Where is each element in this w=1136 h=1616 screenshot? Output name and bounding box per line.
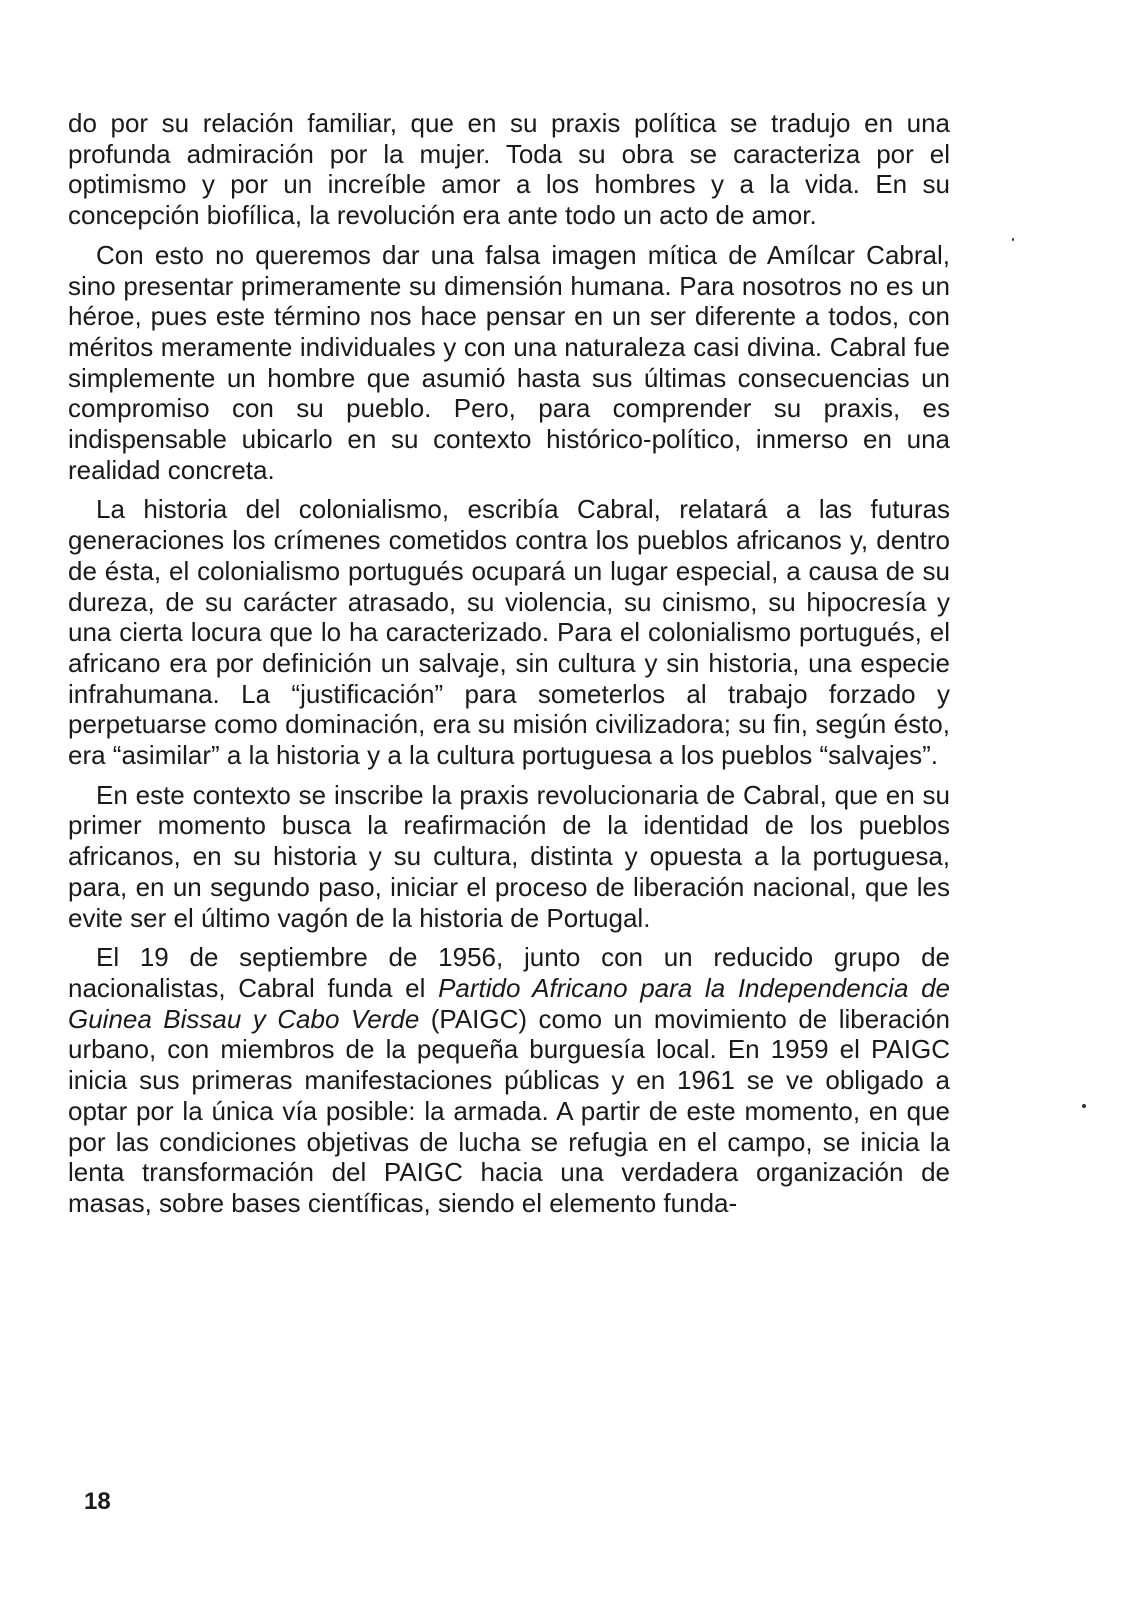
party-name-italic: Partido Africano para la Independencia de Guinea Bissau y Cabo Verde (68, 972, 950, 1034)
page-number: 18 (84, 1488, 111, 1515)
paragraph-3: La historia del colonialismo, escribía Cabral, relatará a las futuras generaciones los crímenes cometidos contra los pueblos africanos y, dentro de ésta, el colonialismo portugués ocupará un lugar especial, a causa de su dureza, de su carácter atrasado, su violencia, su cinismo, su hipocresía y una cierta locura que lo ha caracterizado. Para el colonialismo portugués, el africano era por definición un salvaje, sin cultura y sin historia, una especie infrahumana. La “justificación” para someterlos al trabajo forzado y perpetuarse como dominación, era su misión civilizadora; su fin, según ésto, era “asimilar” a la historia y a la cultura portuguesa a los pueblos “salvajes”. (68, 494, 950, 771)
paragraph-5-before: El 19 de septiembre de 1956, junto con un reducido grupo de nacionalistas, Cabral funda el (68, 942, 950, 1003)
paragraph-1: do por su relación familiar, que en su praxis política se tradujo en una profunda admiración por la mujer. Toda su obra se caracteriza por el optimismo y por un increíble amor a los hombres y a la vida. En su concepción biofílica, la revolución era ante todo un acto de amor. (68, 108, 950, 231)
body-text (68, 108, 950, 1219)
paragraph-5-after: (PAIGC) como un movimiento de liberación urbano, con miembros de la pequeña burguesía local. En 1959 el PAIGC inicia sus primeras manifestaciones públicas y en 1961 se ve obligado a optar por la única vía posible: la armada. A partir de este momento, en que por las condiciones objetivas de lucha se refugia en el campo, se inicia la lenta transformación del PAIGC hacia una verdadera organización de masas, sobre bases científicas, siendo el elemento funda- (68, 1003, 950, 1218)
paragraph-2: Con esto no queremos dar una falsa imagen mítica de Amílcar Cabral, sino presentar primeramente su dimensión humana. Para nosotros no es un héroe, pues este término nos hace pensar en un ser diferente a todos, con méritos meramente individuales y con una naturaleza casi divina. Cabral fue simplemente un hombre que asumió hasta sus últimas consecuencias un compromiso con su pueblo. Pero, para comprender su praxis, es indispensable ubicarlo en su contexto histórico-político, inmerso en una realidad concreta. (68, 239, 950, 485)
scan-speck (1012, 238, 1014, 241)
paragraph-5 (68, 942, 950, 1218)
paragraph-4: En este contexto se inscribe la praxis revolucionaria de Cabral, que en su primer momento busca la reafirmación de la identidad de los pueblos africanos, en su historia y su cultura, distinta y opuesta a la portuguesa, para, en un segundo paso, iniciar el proceso de liberación nacional, que les evite ser el último vagón de la historia de Portugal. (68, 779, 950, 933)
scan-speck (1082, 1104, 1086, 1108)
